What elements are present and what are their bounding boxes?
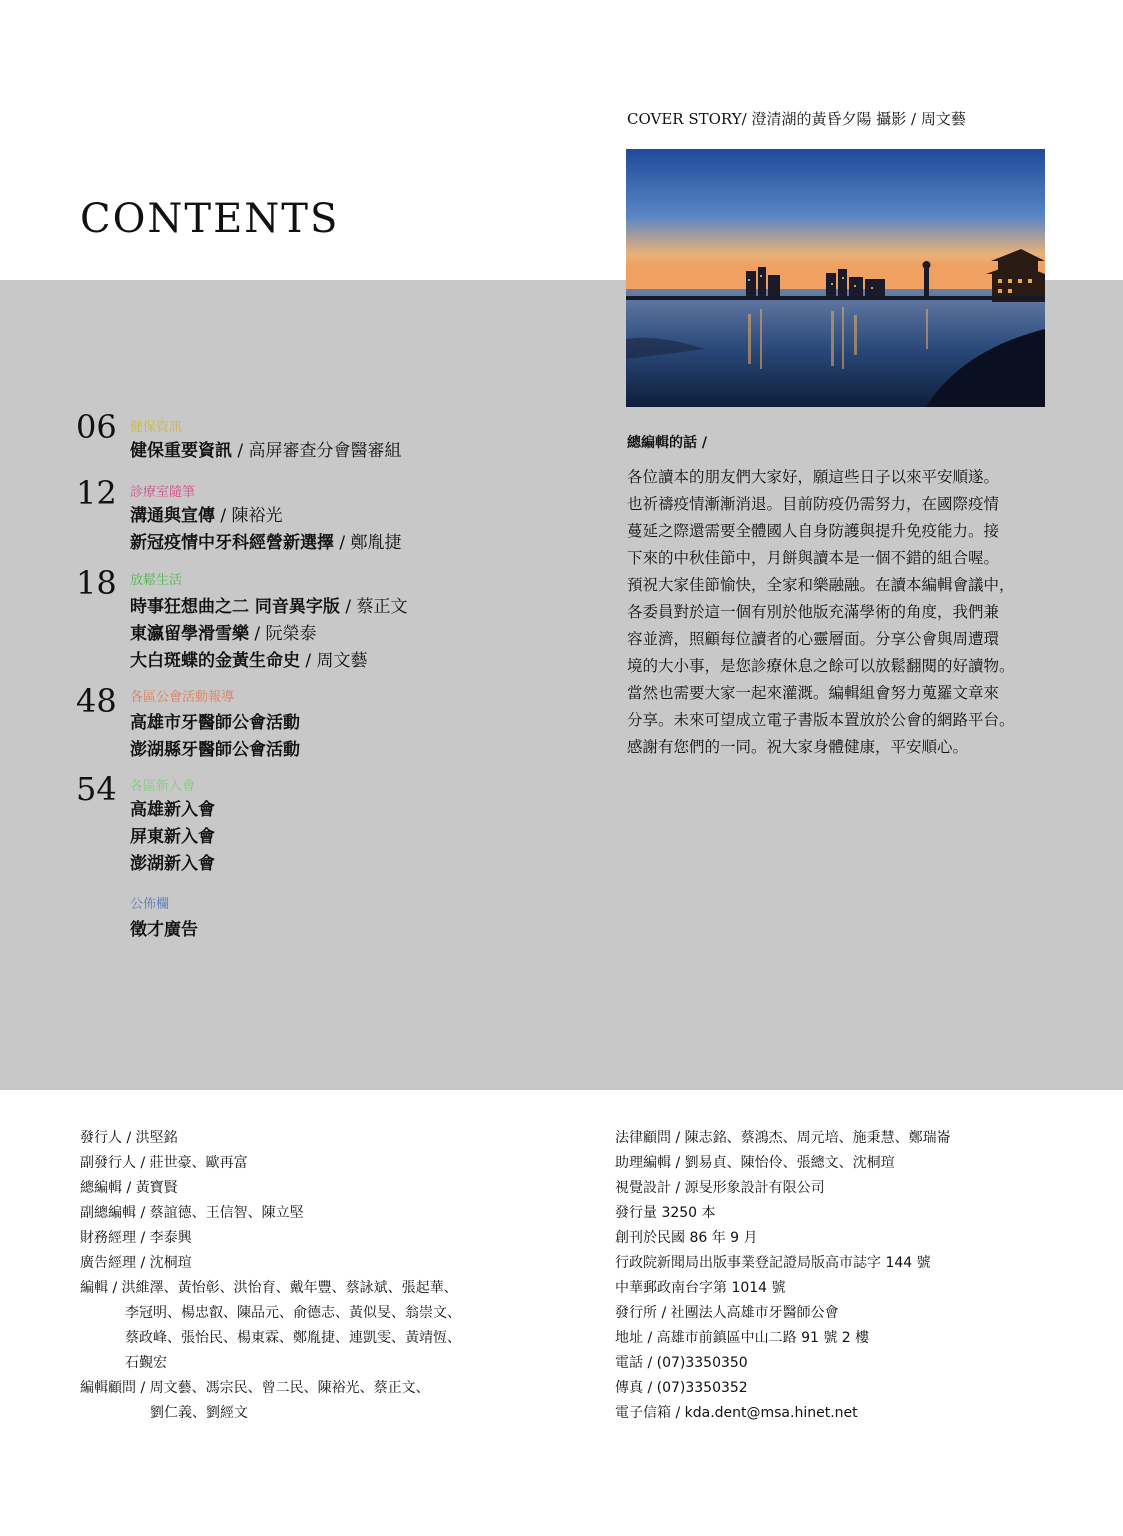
editor-note-line: 各委員對於這一個有別於他版充滿學術的角度，我們兼	[627, 603, 1000, 621]
cover-photo	[626, 149, 1045, 407]
toc-entry-title: 時事狂想曲之二 同音異字版	[130, 597, 340, 617]
toc-entry[interactable]	[130, 646, 368, 671]
editor-note-line: 當然也需要大家一起來灌溉。編輯組會努力蒐羅文章來	[627, 684, 1000, 702]
credit-line: 李冠明、楊忠叡、陳品元、俞德志、黃似旻、翁崇文、	[125, 1305, 461, 1321]
toc-entry-author: / 蔡正文	[339, 597, 408, 617]
credit-line: 廣告經理 / 沈桐瑄	[80, 1255, 192, 1271]
toc-entry-title: 徵才廣告	[130, 920, 198, 940]
editor-note-line: 預祝大家佳節愉快，全家和樂融融。在讀本編輯會議中，	[627, 576, 1015, 594]
editor-note-line: 感謝有您們的一同。祝大家身體健康，平安順心。	[627, 738, 969, 756]
credit-line: 創刊於民國 86 年 9 月	[615, 1230, 758, 1246]
editor-note-line: 分享。未來可望成立電子書版本置放於公會的網路平台。	[627, 711, 1015, 729]
credit-line: 劉仁義、劉經文	[150, 1405, 248, 1421]
toc-entry-title: 大白斑蝶的金黃生命史	[130, 651, 300, 671]
section-number: 54	[76, 770, 117, 808]
toc-entry-title: 東瀛留學滑雪樂	[130, 624, 249, 644]
credit-line: 發行所 / 社團法人高雄市牙醫師公會	[615, 1305, 839, 1321]
credit-line: 石覲宏	[125, 1355, 167, 1371]
toc-entry[interactable]	[130, 528, 402, 553]
editor-note-line: 蔓延之際還需要全體國人自身防護與提升免疫能力。接	[627, 522, 1000, 540]
cover-story-caption: COVER STORY/ 澄清湖的黃昏夕陽 攝影 / 周文藝	[627, 110, 966, 128]
credit-line: 編輯顧問 / 周文藝、馮宗民、曾二民、陳裕光、蔡正文、	[80, 1380, 430, 1396]
credit-line: 編輯 / 洪維澤、黃怡彰、洪怡育、戴年豐、蔡詠斌、張起華、	[80, 1280, 458, 1296]
toc-entry-title: 溝通與宣傳	[130, 506, 215, 526]
credits-left	[80, 1126, 461, 1426]
credit-line: 電子信箱 / kda.dent@msa.hinet.net	[615, 1405, 858, 1421]
section-category: 診療室隨筆	[130, 485, 196, 500]
section-number: 48	[76, 682, 117, 720]
credit-line: 視覺設計 / 源旻形象設計有限公司	[615, 1180, 825, 1196]
credit-line: 財務經理 / 李泰興	[80, 1230, 192, 1246]
editor-note-line: 也祈禱疫情漸漸消退。目前防疫仍需努力，在國際疫情	[627, 495, 1000, 513]
section-number: 18	[76, 564, 117, 602]
editor-note-line: 容並濟，照顧每位讀者的心靈層面。分享公會與周遭環	[627, 630, 1000, 648]
toc-entry-author: / 周文藝	[300, 651, 368, 671]
toc-entry-title: 高雄新入會	[130, 800, 215, 820]
editor-note-title: 總編輯的話 /	[627, 435, 707, 451]
editor-note-line: 下來的中秋佳節中，月餅與讀本是一個不錯的組合喔。	[627, 549, 1000, 567]
toc-entry-title: 健保重要資訊	[130, 441, 232, 461]
credit-line: 發行量 3250 本	[615, 1205, 716, 1221]
section-number: 06	[76, 408, 117, 446]
section-category: 各區新入會	[130, 779, 196, 794]
credit-line: 傳真 / (07)3350352	[615, 1380, 748, 1396]
toc-entry[interactable]	[130, 592, 407, 617]
section-category: 各區公會活動報導	[130, 690, 235, 705]
toc-entry-title: 澎湖新入會	[130, 854, 215, 874]
credit-line: 副總編輯 / 蔡誼德、王信智、陳立堅	[80, 1205, 304, 1221]
toc-entry-title: 新冠疫情中牙科經營新選擇	[130, 533, 334, 553]
section-number: 12	[76, 474, 117, 512]
toc-entry[interactable]	[130, 849, 215, 874]
credit-line: 電話 / (07)3350350	[615, 1355, 748, 1371]
toc-entry[interactable]	[130, 795, 215, 820]
section-category: 放鬆生活	[130, 573, 183, 588]
toc-entry-title: 澎湖縣牙醫師公會活動	[130, 740, 300, 760]
toc-entry-title: 高雄市牙醫師公會活動	[130, 713, 300, 733]
toc-entry[interactable]	[130, 501, 283, 526]
page-title: CONTENTS	[80, 196, 340, 242]
editor-note-line: 境的大小事，是您診療休息之餘可以放鬆翻閱的好讀物。	[627, 657, 1015, 675]
toc-entry[interactable]	[130, 708, 300, 733]
credit-line: 地址 / 高雄市前鎮區中山二路 91 號 2 樓	[615, 1330, 870, 1346]
credit-line: 總編輯 / 黃寶賢	[80, 1180, 178, 1196]
credit-line: 蔡政峰、張怡民、楊東霖、鄭胤捷、連凱雯、黃靖恆、	[125, 1330, 461, 1346]
toc-entry[interactable]	[130, 735, 300, 760]
toc-entry[interactable]	[130, 915, 198, 940]
toc-entry[interactable]	[130, 619, 317, 644]
toc-entry[interactable]	[130, 822, 215, 847]
credits-right	[615, 1126, 951, 1426]
editor-note-body	[627, 464, 1057, 761]
toc-entry[interactable]	[130, 436, 402, 461]
credit-line: 中華郵政南台字第 1014 號	[615, 1280, 786, 1296]
toc-entry-author: / 阮榮泰	[249, 624, 317, 644]
credit-line: 行政院新聞局出版事業登記證局版高市誌字 144 號	[615, 1255, 931, 1271]
editor-note-line: 各位讀本的朋友們大家好，願這些日子以來平安順遂。	[627, 468, 1000, 486]
credit-line: 法律顧問 / 陳志銘、蔡鴻杰、周元培、施秉慧、鄭瑞崙	[615, 1130, 951, 1146]
credit-line: 發行人 / 洪堅銘	[80, 1130, 178, 1146]
toc-entry-author: / 高屏審查分會醫審組	[232, 441, 402, 461]
section-category: 公佈欄	[130, 897, 170, 912]
section-category: 健保資訊	[130, 420, 183, 435]
toc-entry-title: 屏東新入會	[130, 827, 215, 847]
toc-entry-author: / 鄭胤捷	[334, 533, 402, 553]
credit-line: 副發行人 / 莊世豪、歐再富	[80, 1155, 248, 1171]
toc-entry-author: / 陳裕光	[215, 506, 283, 526]
credit-line: 助理編輯 / 劉易貞、陳怡伶、張總文、沈桐瑄	[615, 1155, 895, 1171]
